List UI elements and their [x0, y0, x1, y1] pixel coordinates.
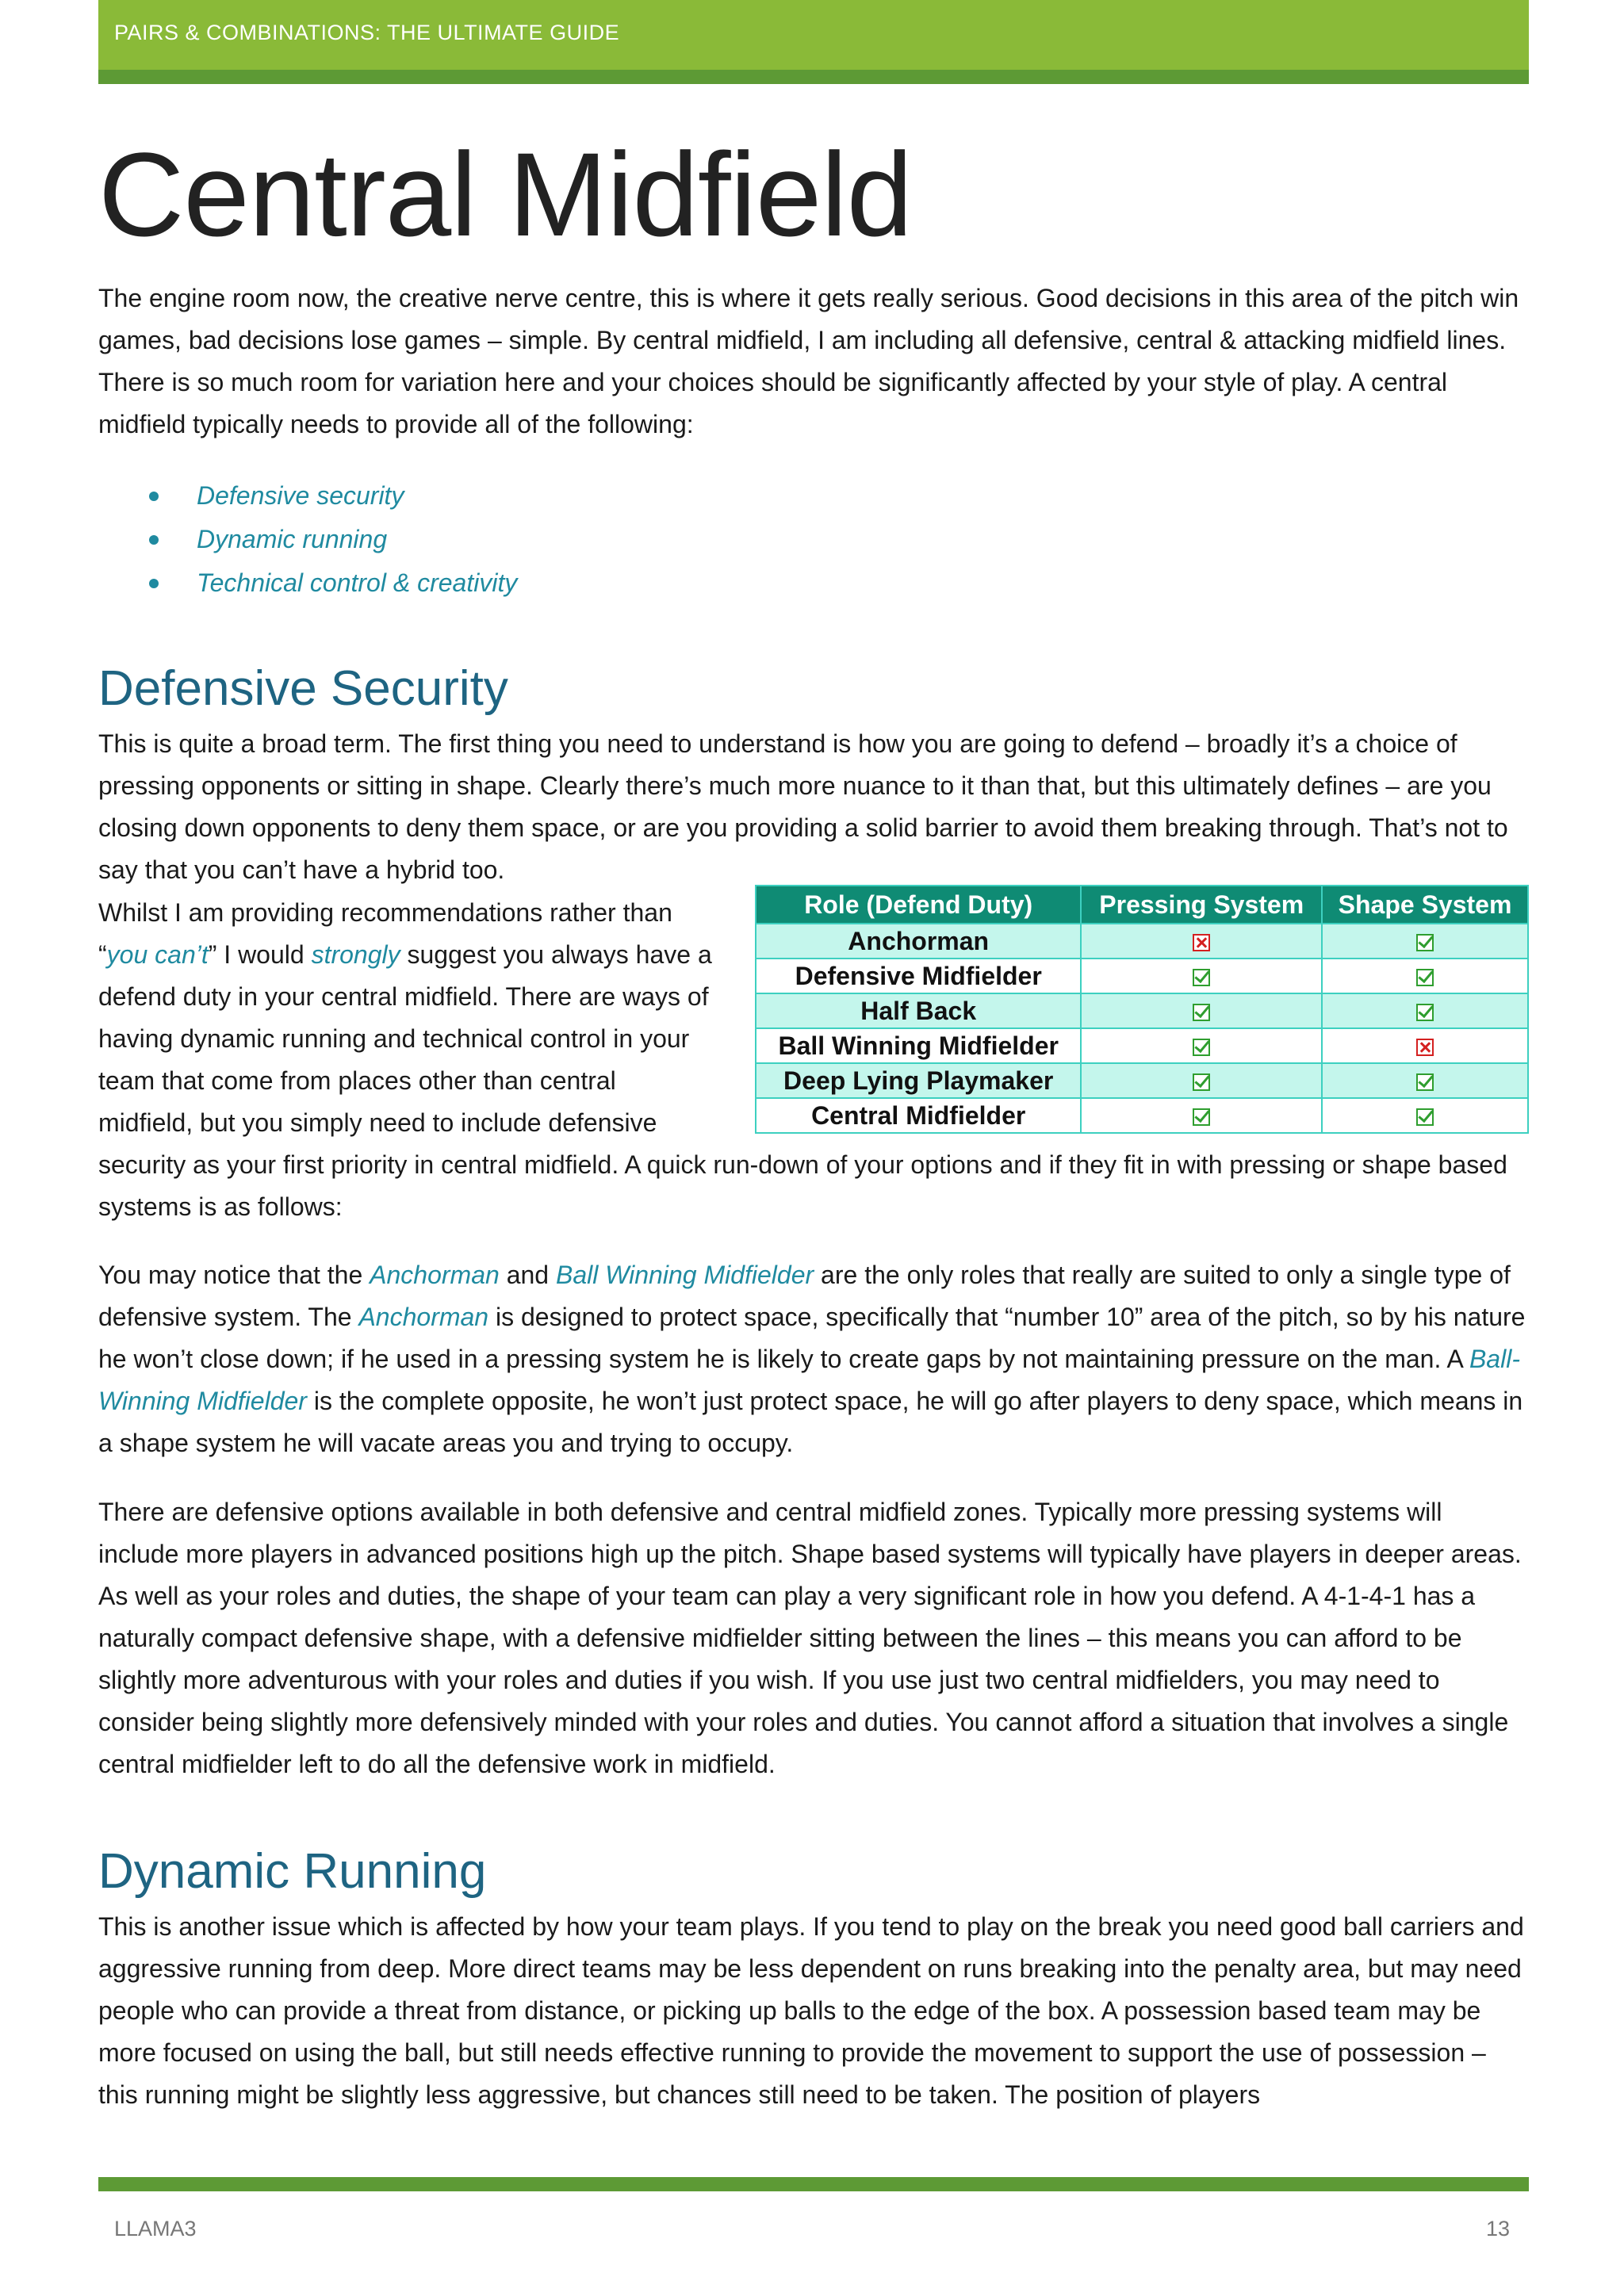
- emphasis-text: Ball-Winning Midfielder: [98, 1345, 1520, 1415]
- table-header: Shape System: [1322, 886, 1528, 924]
- check-icon: [1193, 1073, 1210, 1091]
- check-icon: [1193, 1039, 1210, 1056]
- check-icon: [1416, 1108, 1434, 1126]
- bullet-icon: [149, 492, 159, 501]
- check-icon: [1193, 969, 1210, 986]
- list-item: Defensive security: [98, 474, 517, 518]
- shape-cell: [1322, 1098, 1528, 1133]
- header-divider: [98, 70, 1529, 84]
- pressing-cell: [1081, 924, 1322, 959]
- defend-duty-paragraph: Whilst I am providing recommendations rather than “you can’t” I would strongly suggest you always have a defend duty in your central midfield. There are ways of having dynamic running and technical control in your team that come from places other than central midfield, but you simply need to include defensive: [98, 898, 712, 1137]
- cross-icon: [1416, 1039, 1434, 1056]
- pressing-cell: [1081, 1098, 1322, 1133]
- footer-divider: [98, 2177, 1529, 2191]
- check-icon: [1193, 1108, 1210, 1126]
- page-number: 13: [1485, 2217, 1510, 2241]
- shape-cell: [1322, 993, 1528, 1028]
- roles-explanation-paragraph: You may notice that the Anchorman and Ball Winning Midfielder are the only roles that really are suited to only a single type of defensive system. The Anchorman is designed to protect space, specifically that “number 10” area of the pitch, so by his nature he won’t close down; if he used in a pressing system he is likely to create gaps by not maintaining pressure on the man. A Ball-Winning Midfielder is the complete opposite, he won’t just protect space, he will go after players to deny space, which means in a shape system he will vacate areas you and trying to occupy.: [98, 1261, 1526, 1457]
- table-row: [756, 959, 1528, 993]
- role-cell: Anchorman: [756, 924, 1081, 959]
- emphasis-text: Anchorman: [358, 1303, 489, 1331]
- emphasis-text: Anchorman: [370, 1261, 500, 1289]
- defensive-security-paragraph: This is quite a broad term. The first thing you need to understand is how you are going to defend – broadly it’s a choice of pressing opponents or sitting in shape. Clearly there’s much more nuance to it than that, but this ultimately defines – are you closing down opponents to deny them space, or are you providing a solid barrier to avoid them breaking through. That’s not to say that you can’t have a hybrid too.: [98, 729, 1508, 884]
- dynamic-running-paragraph: This is another issue which is affected by how your team plays. If you tend to play on the break you need good ball carriers and aggressive running from deep. More direct teams may be less dependent on runs breaking into the penalty area, but may need people who can provide a threat from distance, or picking up balls to the edge of the box. A possession based team may be more focused on using the ball, but still needs effective running to provide the movement to support the use of possession – this running might be slightly less aggressive, but chances still need to be taken. The position of players: [98, 1912, 1524, 2109]
- check-icon: [1416, 969, 1434, 986]
- page-title: Central Midfield: [98, 128, 913, 261]
- header-title: PAIRS & COMBINATIONS: THE ULTIMATE GUIDE: [114, 21, 620, 44]
- check-icon: [1416, 1004, 1434, 1021]
- defensive-security-paragraph-continued: security as your first priority in central midfield. A quick run-down of your options and if they fit in with pressing or shape based systems is as follows:: [98, 1150, 1507, 1221]
- check-icon: [1416, 934, 1434, 951]
- defend-duty-roles-table: [755, 885, 1529, 1134]
- emphasis-text: strongly: [311, 940, 400, 969]
- footer-label: LLAMA3: [114, 2217, 197, 2241]
- shape-cell: [1322, 1063, 1528, 1098]
- shape-cell: [1322, 959, 1528, 993]
- table-row: [756, 993, 1528, 1028]
- table-row: [756, 1028, 1528, 1063]
- role-cell: Central Midfielder: [756, 1098, 1081, 1133]
- cross-icon: [1193, 934, 1210, 951]
- shape-cell: [1322, 924, 1528, 959]
- role-cell: Defensive Midfielder: [756, 959, 1081, 993]
- shape-cell: [1322, 1028, 1528, 1063]
- check-icon: [1416, 1073, 1434, 1091]
- role-cell: Ball Winning Midfielder: [756, 1028, 1081, 1063]
- page-header: [98, 0, 1529, 70]
- table-row: [756, 1063, 1528, 1098]
- table-header: Pressing System: [1081, 886, 1322, 924]
- intro-paragraph: The engine room now, the creative nerve centre, this is where it gets really serious. Good decisions in this area of the pitch win games, bad decisions lose games – simple. By central midfield, I am including all defensive, central & attacking midfield lines. There is so much room for variation here and your choices should be significantly affected by your style of play. A central midfield typically needs to provide all of the following:: [98, 284, 1519, 438]
- requirements-list: [98, 474, 517, 605]
- bullet-icon: [149, 535, 159, 545]
- defensive-options-paragraph: There are defensive options available in both defensive and central midfield zones. Typically more pressing systems will include more players in advanced positions high up the pitch. Shape based systems will typically have players in deeper areas. As well as your roles and duties, the shape of your team can play a very significant role in how you defend. A 4-1-4-1 has a naturally compact defensive shape, with a defensive midfielder sitting between the lines – this means you can afford to be slightly more adventurous with your roles and duties if you wish. If you use just two central midfielders, you may need to consider being slightly more defensively minded with your roles and duties. You cannot afford a situation that involves a single central midfielder left to do all the defensive work in midfield.: [98, 1498, 1522, 1778]
- bullet-icon: [149, 579, 159, 588]
- table-header: Role (Defend Duty): [756, 886, 1081, 924]
- pressing-cell: [1081, 1028, 1322, 1063]
- check-icon: [1193, 1004, 1210, 1021]
- emphasis-text: you can’t: [106, 940, 209, 969]
- emphasis-text: Ball Winning Midfielder: [555, 1261, 814, 1289]
- pressing-cell: [1081, 959, 1322, 993]
- list-item: Technical control & creativity: [98, 561, 517, 605]
- role-cell: Half Back: [756, 993, 1081, 1028]
- list-item: Dynamic running: [98, 518, 517, 561]
- role-cell: Deep Lying Playmaker: [756, 1063, 1081, 1098]
- section-heading-defensive-security: Defensive Security: [98, 661, 508, 716]
- table-row: [756, 924, 1528, 959]
- section-heading-dynamic-running: Dynamic Running: [98, 1844, 487, 1899]
- table-row: [756, 1098, 1528, 1133]
- pressing-cell: [1081, 993, 1322, 1028]
- pressing-cell: [1081, 1063, 1322, 1098]
